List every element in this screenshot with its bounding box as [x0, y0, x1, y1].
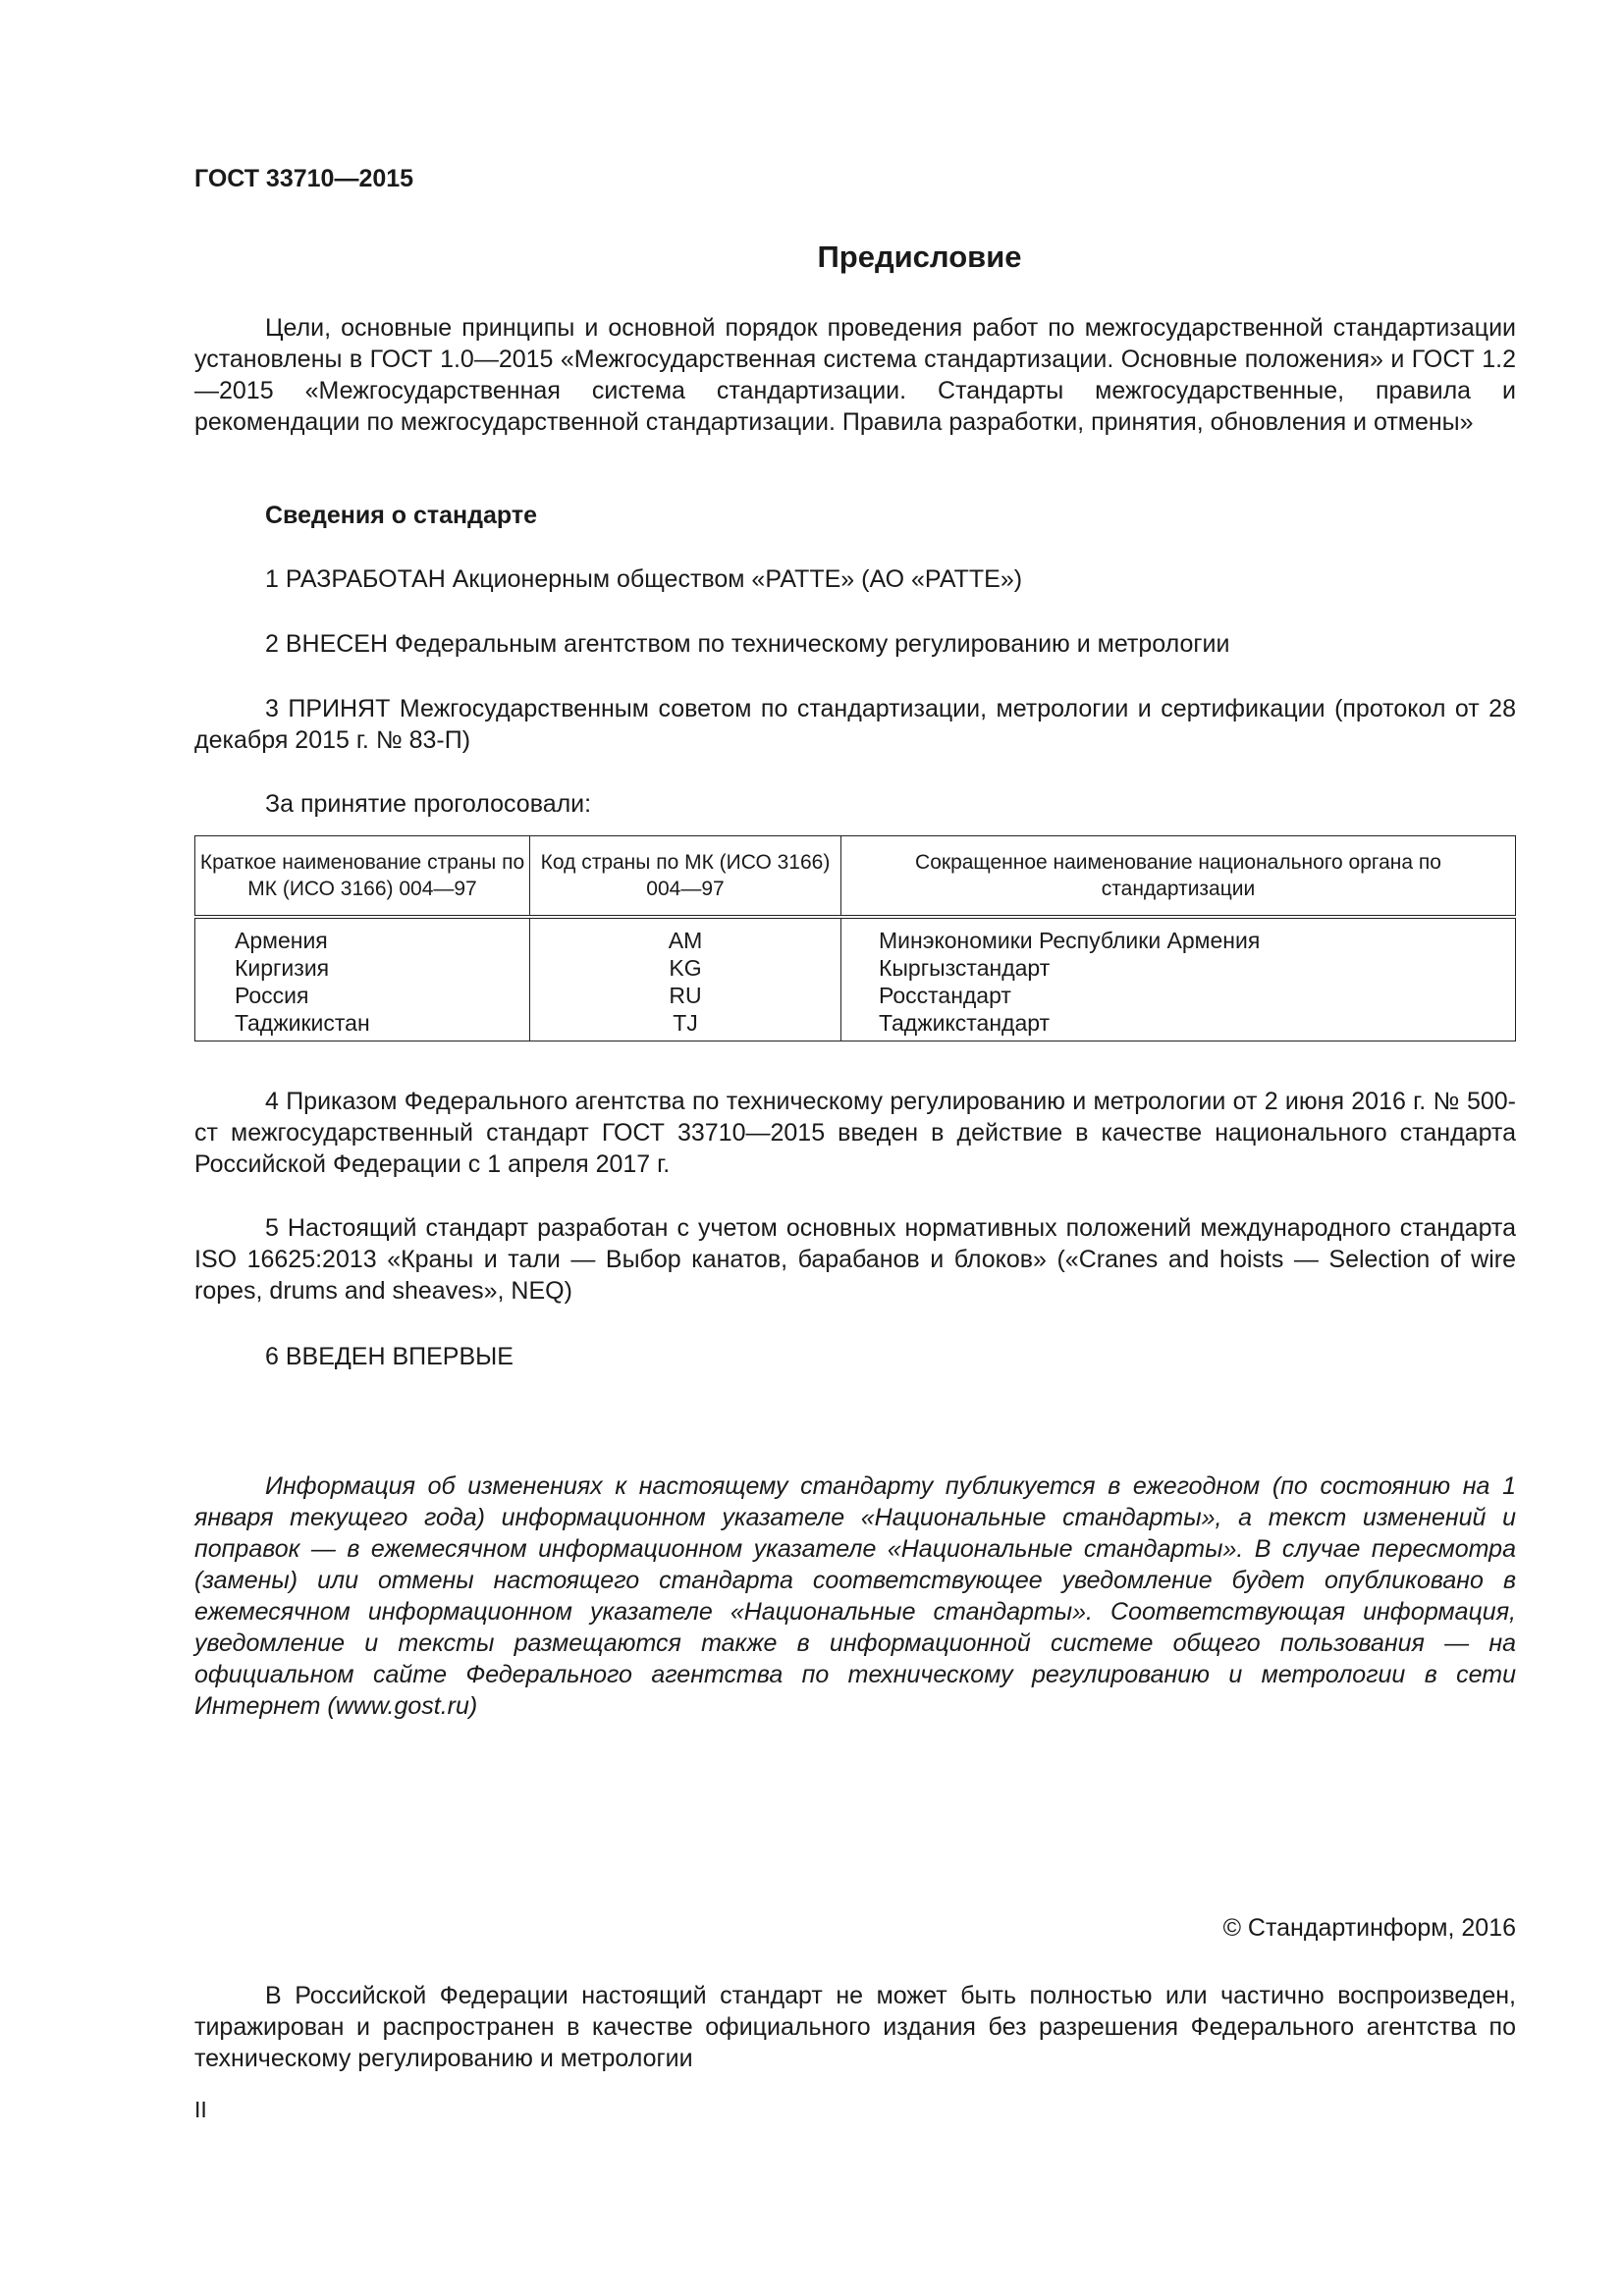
table-row — [195, 917, 1516, 954]
item-4: 4 Приказом Федерального агентства по техническому регулированию и метрологии от 2 июня 2016 г. № 500-ст межгосударственный стандарт ГОСТ 33710—2015 введен в действие в качестве национального стандарта Российской Федерации с 1 апреля 2017 г. — [194, 1088, 1516, 1178]
document-id: ГОСТ 33710—2015 — [194, 165, 414, 192]
table-row — [195, 954, 1516, 982]
item-2: 2 ВНЕСЕН Федеральным агентством по техническому регулированию и метрологии — [265, 630, 1230, 658]
cell-country: Таджикистан — [195, 1009, 530, 1041]
cell-code: TJ — [530, 1009, 841, 1041]
amendments-info-note: Информация об изменениях к настоящему стандарту публикуется в ежегодном (по состоянию на 1 января текущего года) информационном указателе «Национальные стандарты», а текст изменений и поправок — в ежемесячном информационном указателе «Национальные стандарты». В случае пересмотра (замены) или отмены настоящего стандарта соответствующее уведомление будет опубликовано в ежемесячном информационном указателе «Национальные стандарты». Соответствующая информация, уведомление и тексты размещаются также в информационной системе общего пользования — на официальном сайте Федерального агентства по техническому регулированию и метрологии в сети Интернет (www.gost.ru) — [194, 1472, 1516, 1720]
cell-country: Киргизия — [195, 954, 530, 982]
cell-country: Россия — [195, 982, 530, 1009]
page-number: II — [194, 2097, 207, 2122]
section-heading: Сведения о стандарте — [265, 502, 538, 529]
cell-body: Кыргызстандарт — [841, 954, 1516, 982]
header-code: Код страны по МК (ИСО 3166) 004—97 — [530, 836, 841, 918]
page-title: Предисловие — [817, 240, 1022, 274]
cell-country: Армения — [195, 917, 530, 954]
header-body: Сокращенное наименование национального органа по стандартизации — [841, 836, 1516, 918]
item-3: 3 ПРИНЯТ Межгосударственным советом по стандартизации, метрологии и сертификации (протокол от 28 декабря 2015 г. № 83-П) — [194, 695, 1516, 754]
item-6: 6 ВВЕДЕН ВПЕРВЫЕ — [265, 1343, 514, 1370]
cell-code: RU — [530, 982, 841, 1009]
copyright: © Стандартинформ, 2016 — [1222, 1914, 1516, 1942]
cell-code: KG — [530, 954, 841, 982]
legal-notice: В Российской Федерации настоящий стандарт не может быть полностью или частично воспроизведен, тиражирован и распространен в качестве официального издания без разрешения Федерального агентства по техническому регулированию и метрологии — [194, 1982, 1516, 2072]
cell-body: Росстандарт — [841, 982, 1516, 1009]
item-5: 5 Настоящий стандарт разработан с учетом основных нормативных положений международного стандарта ISO 16625:2013 «Краны и тали — Выбор канатов, барабанов и блоков» («Cranes and hoists — Selection of wire ropes, drums and sheaves», NEQ) — [194, 1214, 1516, 1305]
item-1: 1 РАЗРАБОТАН Акционерным обществом «РАТТЕ» (АО «РАТТЕ») — [265, 565, 1023, 593]
intro-paragraph: Цели, основные принципы и основной порядок проведения работ по межгосударственной стандартизации установлены в ГОСТ 1.0—2015 «Межгосударственная система стандартизации. Основные положения» и ГОСТ 1.2—2015 «Межгосударственная система стандартизации. Стандарты межгосударственные, правила и рекомендации по межгосударственной стандартизации. Правила разработки, принятия, обновления и отмены» — [194, 314, 1516, 436]
cell-code: AM — [530, 917, 841, 954]
voting-table — [194, 835, 1516, 1041]
table-header-row — [195, 836, 1516, 918]
cell-body: Минэкономики Республики Армения — [841, 917, 1516, 954]
header-country: Краткое наименование страны по МК (ИСО 3166) 004—97 — [195, 836, 530, 918]
cell-body: Таджикстандарт — [841, 1009, 1516, 1041]
table-row — [195, 982, 1516, 1009]
voted-label: За принятие проголосовали: — [265, 790, 592, 818]
table-row — [195, 1009, 1516, 1041]
